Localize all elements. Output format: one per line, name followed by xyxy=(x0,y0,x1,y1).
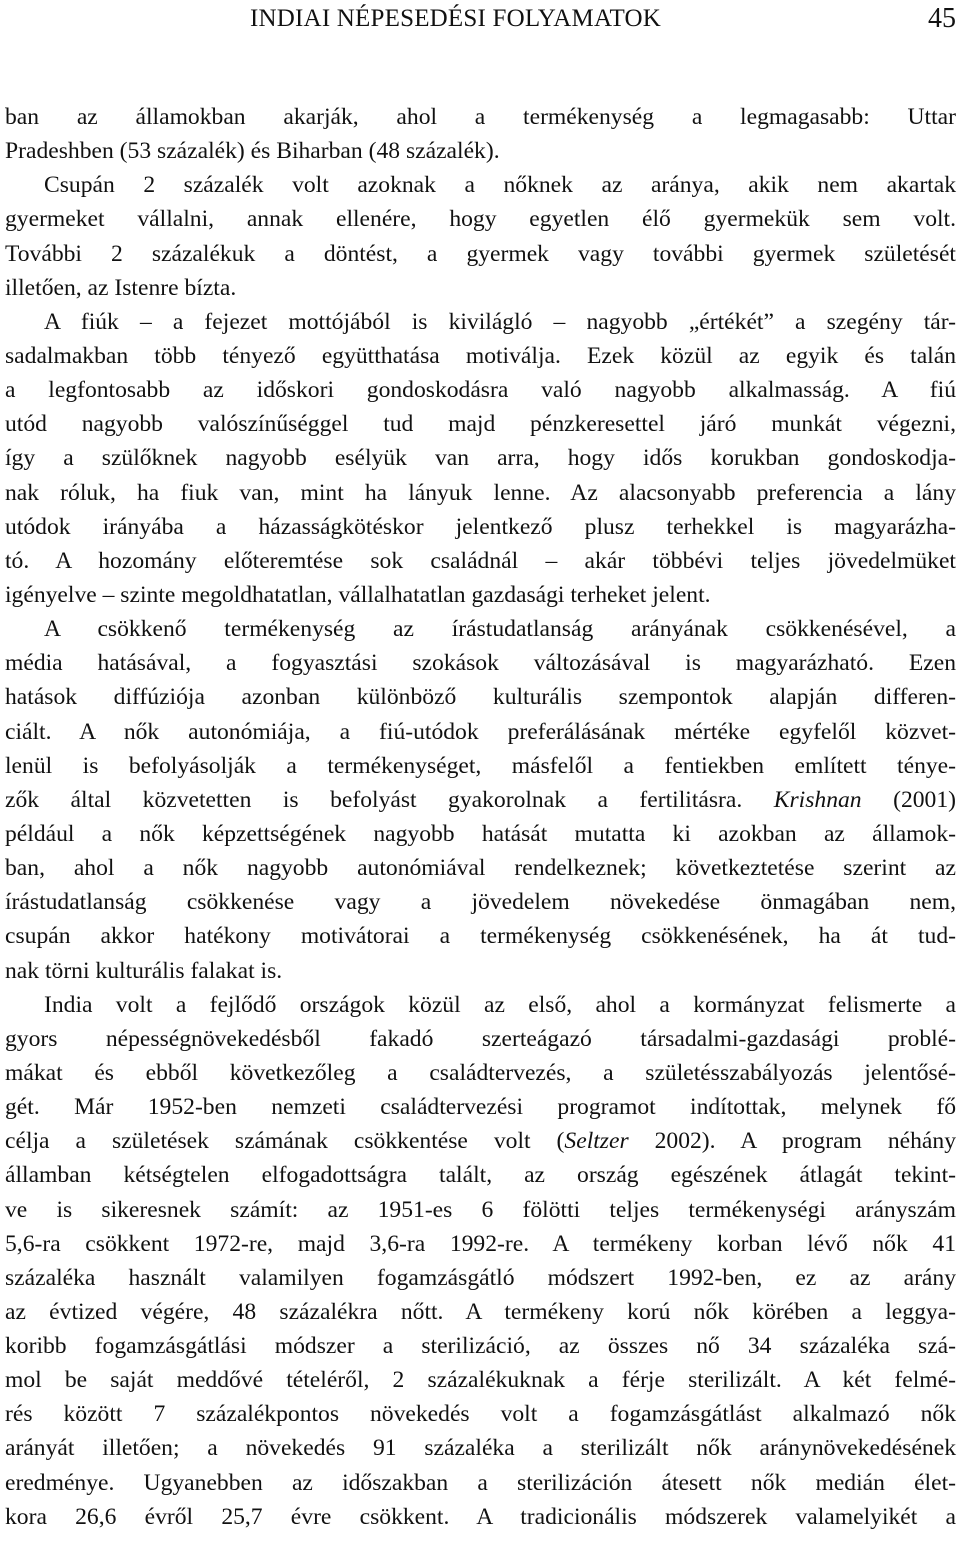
line-text: nak róluk, ha fiuk van, mint ha lányuk lenne. Az alacsonyabb preferencia a lány xyxy=(5,479,956,506)
text-line xyxy=(5,919,956,953)
line-text: média hatásával, a fogyasztási szokások változásával is magyarázható. Ezen xyxy=(5,650,956,677)
body-text xyxy=(5,100,956,1534)
text-line xyxy=(5,510,956,544)
text-line xyxy=(5,441,956,475)
line-text: eredménye. Ugyanebben az időszakban a sterilizáción átesett nők medián élet- xyxy=(5,1469,956,1496)
running-head-title: INDIAI NÉPESEDÉSI FOLYAMATOK xyxy=(250,5,661,32)
text-line xyxy=(5,100,956,134)
text-line xyxy=(5,749,956,783)
line-text: ban, ahol a nők nagyobb autonómiával rendelkeznek; következtetése szerint az xyxy=(5,855,956,882)
line-text: nak törni kulturális falakat is. xyxy=(5,957,283,984)
line-text: lenül is befolyásolják a termékenységet, másfelől a fentiekben említett ténye- xyxy=(5,752,956,779)
text-line xyxy=(5,1090,956,1124)
line-text-continued: (2001) xyxy=(861,786,956,813)
text-line xyxy=(5,1397,956,1431)
text-line xyxy=(5,1193,956,1227)
text-line xyxy=(5,1295,956,1329)
text-line xyxy=(5,1363,956,1397)
text-line xyxy=(5,1158,956,1192)
line-text-continued: 2002). A program néhány xyxy=(628,1128,957,1155)
line-text: arányát illetően; a növekedés 91 százaléka a sterilizált nők aránynövekedésének xyxy=(5,1435,956,1462)
text-line xyxy=(5,134,956,168)
text-line xyxy=(5,988,956,1022)
text-line xyxy=(5,1500,956,1534)
text-line xyxy=(5,1056,956,1090)
text-line xyxy=(5,476,956,510)
text-line xyxy=(5,1431,956,1465)
text-line xyxy=(5,578,956,612)
text-line xyxy=(5,339,956,373)
line-text: ban az államokban akarják, ahol a termékenység a legmagasabb: Uttar xyxy=(5,104,956,130)
text-line xyxy=(5,1022,956,1056)
line-text: A csökkenő termékenység az írástudatlanság arányának csökkenésével, a xyxy=(44,616,956,643)
line-text: az évtized végére, 48 százalékra nőtt. A termékeny korú nők körében a leggya- xyxy=(5,1298,956,1325)
line-text: a legfontosabb az időskori gondoskodásra való nagyobb alkalmasság. A fiú xyxy=(5,377,956,404)
text-line xyxy=(5,954,956,988)
line-text: Pradeshben (53 százalék) és Biharban (48 százalék). xyxy=(5,138,500,165)
line-text: kora 26,6 évről 25,7 évre csökkent. A tradicionális módszerek valamelyikét a xyxy=(5,1503,956,1530)
cited-author: Krishnan xyxy=(773,786,862,813)
line-text: zők által közvetetten is befolyást gyakorolnak a fertilitásra. xyxy=(5,786,774,813)
text-line xyxy=(5,1329,956,1363)
line-text: A fiúk – a fejezet mottójából is kivilágló – nagyobb „értékét” a szegény tár- xyxy=(44,308,956,335)
line-text: További 2 százalékuk a döntést, a gyermek vagy további gyermek születését xyxy=(5,240,956,267)
text-line xyxy=(5,168,956,202)
line-text: gyermeket vállalni, annak ellenére, hogy egyetlen élő gyermekük sem volt. xyxy=(5,206,956,233)
line-text: tó. A hozomány előteremtése sok családnál – akár többévi teljes jövedelmüket xyxy=(5,547,956,574)
line-text: mákat és ebből következőleg a családtervezés, a születésszabályozás jelentősé- xyxy=(5,1059,956,1086)
text-line xyxy=(5,407,956,441)
line-text: India volt a fejlődő országok közül az első, ahol a kormányzat felismerte a xyxy=(44,991,956,1018)
text-line xyxy=(5,271,956,305)
text-line xyxy=(5,783,956,817)
line-text: csupán akkor hatékony motivátorai a termékenység csökkenésének, ha át tud- xyxy=(5,923,956,950)
line-text: illetően, az Istenre bízta. xyxy=(5,274,237,301)
line-text: ve is sikeresnek számít: az 1951-es 6 fölötti teljes termékenységi arányszám xyxy=(5,1196,956,1223)
line-text: hatások diffúziója azonban különböző kulturális szempontok alapján differen- xyxy=(5,684,956,711)
cited-author: Seltzer xyxy=(564,1128,629,1155)
text-line xyxy=(5,305,956,339)
text-line xyxy=(5,646,956,680)
line-text: így a szülőknek nagyobb esélyük van arra, hogy idős korukban gondoskodja- xyxy=(5,445,956,472)
text-line xyxy=(5,851,956,885)
text-line xyxy=(5,1227,956,1261)
text-line xyxy=(5,1124,956,1158)
line-text: ciált. A nők autonómiája, a fiú-utódok preferálásának mértéke egyfelől közvet- xyxy=(5,718,956,745)
text-line xyxy=(5,544,956,578)
text-line xyxy=(5,1261,956,1295)
line-text: koribb fogamzásgátlási módszer a sterilizáció, az összes nő 34 százaléka szá- xyxy=(5,1333,956,1360)
line-text: sadalmakban több tényező együtthatása motiválja. Ezek közül az egyik és talán xyxy=(5,342,956,369)
line-text: államban kétségtelen elfogadottságra talált, az ország egészének átlagát tekint- xyxy=(5,1162,956,1189)
text-line xyxy=(5,715,956,749)
line-text: százaléka használt valamilyen fogamzásgátló módszert 1992-ben, ez az arány xyxy=(5,1264,956,1291)
line-text: mol be saját meddővé tételéről, 2 százalékuknak a férje sterilizált. A két felmé- xyxy=(5,1367,956,1394)
text-line xyxy=(5,237,956,271)
text-line xyxy=(5,680,956,714)
line-text: utód nagyobb valószínűséggel tud majd pénzkeresettel járó munkát végezni, xyxy=(5,411,956,438)
page-number: 45 xyxy=(928,3,956,34)
text-line xyxy=(5,885,956,919)
line-text: 5,6-ra csökkent 1972-re, majd 3,6-ra 1992-re. A termékeny korban lévő nők 41 xyxy=(5,1230,956,1257)
text-line xyxy=(5,202,956,236)
line-text: gét. Már 1952-ben nemzeti családtervezési programot indítottak, melynek fő xyxy=(5,1094,956,1121)
line-text: például a nők képzettségének nagyobb hatását mutatta ki azokban az államok- xyxy=(5,820,956,847)
text-line xyxy=(5,1466,956,1500)
text-line xyxy=(5,817,956,851)
line-text: írástudatlanság csökkenése vagy a jövedelem növekedése önmagában nem, xyxy=(5,889,956,916)
line-text: rés között 7 százalékpontos növekedés volt a fogamzásgátlást alkalmazó nők xyxy=(5,1401,956,1428)
line-text: igényelve – szinte megoldhatatlan, vállalhatatlan gazdasági terheket jelent. xyxy=(5,581,711,608)
line-text: Csupán 2 százalék volt azoknak a nőknek az aránya, akik nem akartak xyxy=(44,172,956,199)
text-line xyxy=(5,373,956,407)
text-line xyxy=(5,612,956,646)
line-text: gyors népességnövekedésből fakadó szerteágazó társadalmi-gazdasági problé- xyxy=(5,1025,956,1052)
line-text: célja a születések számának csökkentése volt ( xyxy=(5,1128,565,1155)
line-text: utódok irányába a házasságkötéskor jelentkező plusz terhekkel is magyarázha- xyxy=(5,513,956,540)
